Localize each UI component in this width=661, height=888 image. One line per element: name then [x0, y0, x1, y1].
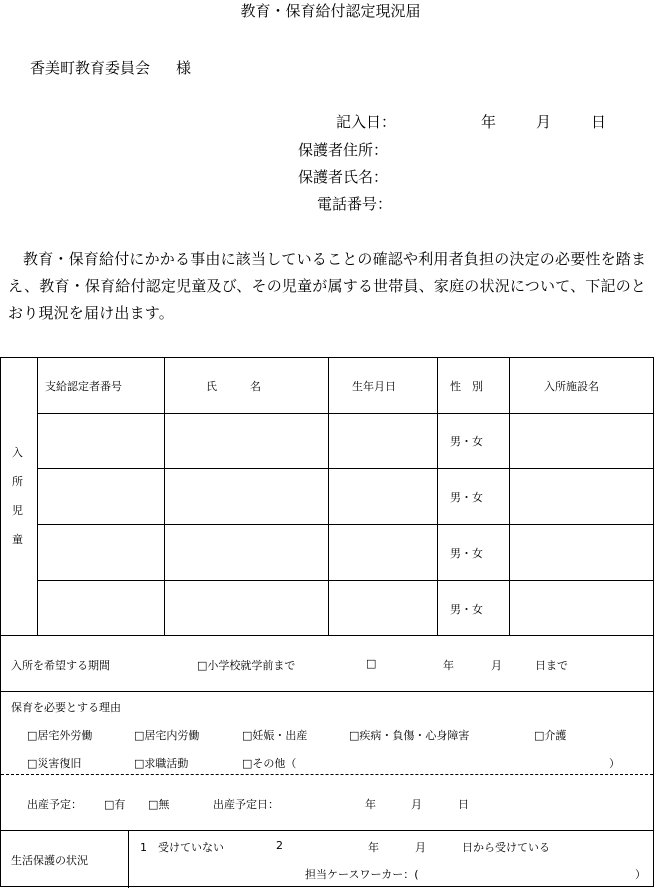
caseworker-label: 担当ケースワーカー：( — [305, 868, 419, 881]
reason-other-close: ） — [609, 757, 620, 770]
reason-illness[interactable]: □疾病・負傷・心身障害 — [349, 729, 470, 742]
side-label-3: 児 — [12, 504, 23, 517]
side-label-2: 所 — [12, 475, 23, 488]
header-cert-number: 支給認定者番号 — [45, 380, 122, 393]
gender-option-2[interactable]: 男・女 — [450, 491, 483, 504]
header-gender: 性 別 — [450, 380, 483, 393]
reason-work-outside[interactable]: □居宅外労働 — [27, 729, 93, 742]
reason-pregnancy[interactable]: □妊娠・出産 — [242, 729, 308, 742]
status-table — [0, 357, 654, 887]
birth-due-no[interactable]: □無 — [148, 798, 170, 811]
addressee — [30, 57, 191, 78]
birth-month: 月 — [411, 798, 422, 811]
addressee-honorific: 様 — [176, 59, 192, 77]
birth-date-label: 出産予定日： — [213, 798, 279, 811]
welfare-year: 年 — [368, 841, 379, 854]
date-label: 記入日： — [336, 113, 397, 131]
address-label: 保護者住所： — [298, 141, 389, 159]
phone-label: 電話番号： — [317, 195, 393, 213]
reason-work-home[interactable]: □居宅内労働 — [134, 729, 200, 742]
date-day: 日 — [591, 113, 607, 131]
intro-paragraph: 教育・保育給付にかかる事由に該当していることの確認や利用者負担の決定の必要性を踏まえ、教育・保育給付認定児童及び、その児童が属する世帯員、家庭の状況について、下記のとおり現況を届け出ます。 — [8, 250, 647, 322]
caseworker-close: ） — [635, 868, 646, 881]
reason-job-search[interactable]: □求職活動 — [134, 757, 189, 770]
period-option-date[interactable]: □ — [366, 657, 377, 670]
welfare-label: 生活保護の状況 — [11, 854, 88, 867]
welfare-since: 日から受けている — [462, 841, 550, 854]
addressee-name: 香美町教育委員会 — [30, 59, 151, 77]
header-facility: 入所施設名 — [544, 380, 599, 393]
welfare-receiving[interactable]: 2 — [276, 839, 283, 852]
guardian-name-label: 保護者氏名： — [298, 168, 389, 186]
header-birthdate: 生年月日 — [352, 380, 396, 393]
birth-due-label: 出産予定： — [27, 798, 82, 811]
gender-option-4[interactable]: 男・女 — [450, 603, 483, 616]
reason-disaster[interactable]: □災害復旧 — [27, 757, 82, 770]
period-month: 月 — [491, 659, 502, 672]
header-name: 氏 名 — [206, 380, 261, 393]
date-year: 年 — [481, 113, 497, 131]
birth-due-yes[interactable]: □有 — [104, 798, 126, 811]
reason-caregiving[interactable]: □介護 — [534, 729, 567, 742]
period-option-preschool[interactable]: □小学校就学前まで — [197, 659, 296, 672]
welfare-month: 月 — [415, 841, 426, 854]
side-label-4: 童 — [12, 533, 23, 546]
page-title: 教育・保育給付認定現況届 — [240, 2, 421, 20]
period-label: 入所を希望する期間 — [11, 659, 110, 672]
birth-year: 年 — [365, 798, 376, 811]
birth-day: 日 — [458, 798, 469, 811]
welfare-not-receiving[interactable]: 1 受けていない — [140, 841, 224, 854]
period-year: 年 — [443, 659, 454, 672]
gender-option-1[interactable]: 男・女 — [450, 435, 483, 448]
date-month: 月 — [536, 113, 552, 131]
reason-other[interactable]: □その他（ — [242, 757, 297, 770]
gender-option-3[interactable]: 男・女 — [450, 547, 483, 560]
period-until: 日まで — [535, 659, 568, 672]
reason-label: 保育を必要とする理由 — [11, 701, 121, 714]
side-label-1: 入 — [12, 446, 23, 459]
